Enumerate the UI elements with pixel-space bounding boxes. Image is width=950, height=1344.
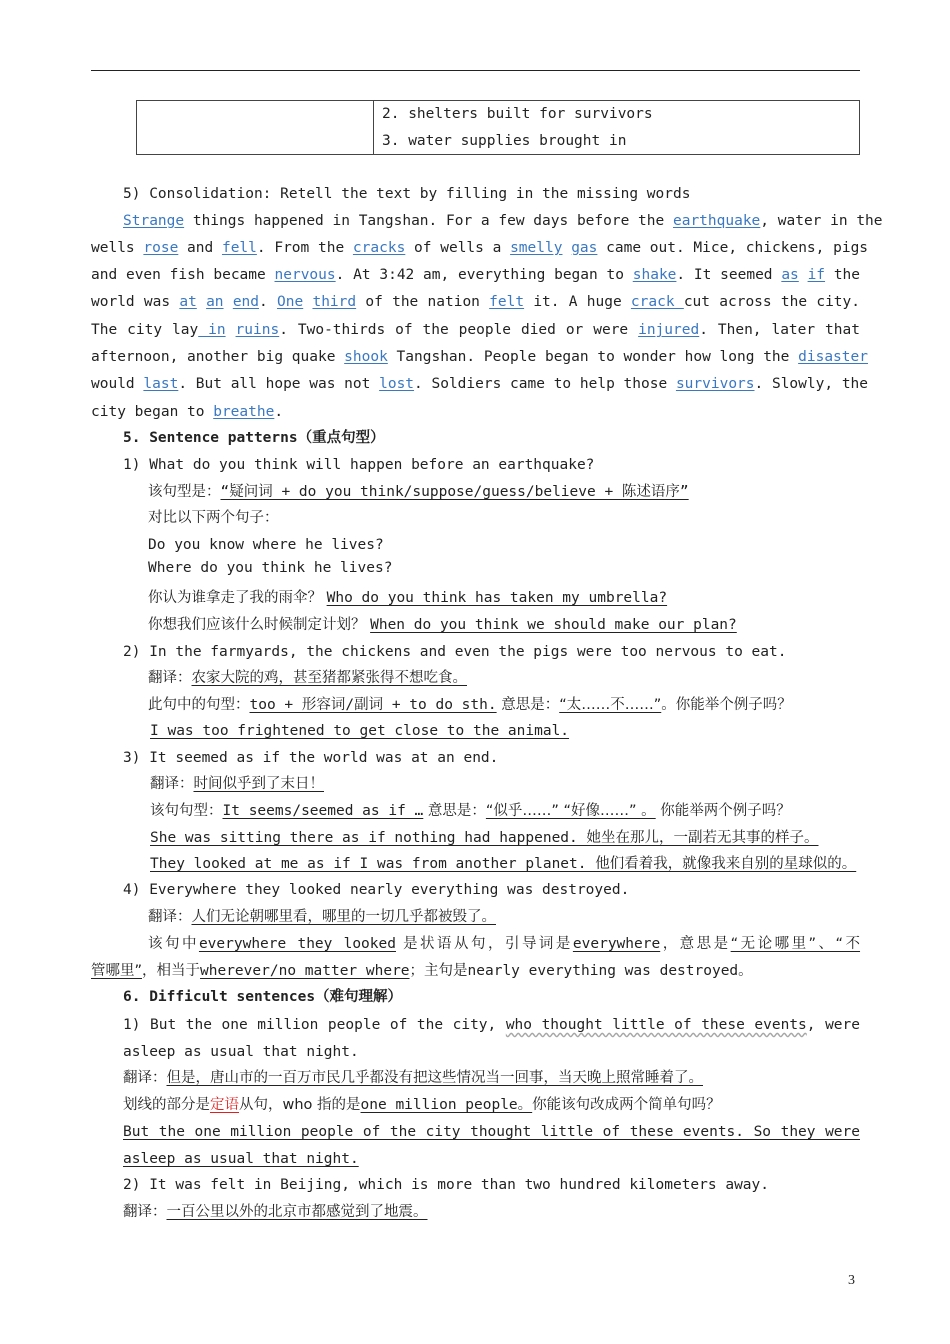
blank-answer: disaster <box>798 349 868 365</box>
pattern-line: 该句句型：It seems/seemed as if … 意思是：“似乎……” “好像……” 。 你能举两个例子吗？ <box>150 803 791 819</box>
retell-line: Strange things happened in Tangshan. For a few days before the earthquake, water in the <box>123 213 883 229</box>
blank-answer: nervous <box>274 267 336 283</box>
example-pair: 你想我们应该什么时候制定计划？ When do you think we should make our plan? <box>148 617 737 633</box>
retell-line: The city lay in ruins. Two-thirds of the people died or were injured. Then, later that <box>91 322 860 338</box>
answer-line: But the one million people of the city thought little of these events. So they were <box>123 1124 860 1140</box>
example-answer: They looked at me as if I was from another planet. 他们看着我，就像我来自别的星球似的。 <box>150 856 857 872</box>
blank-answer: felt <box>489 294 525 310</box>
blank-answer: survivors <box>675 376 755 392</box>
note-line: 划线的部分是定语从句，who 指的是one million people。你能该句改成两个简单句吗？ <box>123 1097 721 1113</box>
blank-answer: at <box>179 294 197 310</box>
section-heading: 6. Difficult sentences（难句理解） <box>123 989 403 1005</box>
question: 1) What do you think will happen before an earthquake? <box>123 457 595 473</box>
question: 4) Everywhere they looked nearly everything was destroyed. <box>123 882 630 898</box>
table-empty-cell <box>137 101 374 155</box>
blank-answer: in <box>198 322 226 338</box>
example-pair: 你认为谁拿走了我的雨伞？ Who do you think has taken my umbrella? <box>148 590 668 606</box>
blank-answer: an <box>206 294 224 310</box>
question: 3) It seemed as if the world was at an end. <box>123 750 499 766</box>
table-row: 3. water supplies brought in <box>382 133 627 149</box>
answer-table <box>136 100 860 155</box>
blank-answer: One <box>277 294 304 310</box>
retell-line: would last. But all hope was not lost. Soldiers came to help those survivors. Slowly, the <box>91 376 869 392</box>
blank-answer: if <box>807 267 826 283</box>
retell-line: city began to breathe. <box>91 404 284 420</box>
retell-line: wells rose and fell. From the cracks of wells a smelly gas came out. Mice, chickens, pigs <box>91 240 869 256</box>
blank-answer: shake <box>632 267 677 283</box>
translation: 翻译：时间似乎到了末日！ <box>150 776 324 792</box>
blank-answer: crack <box>630 294 684 310</box>
blank-answer: rose <box>143 240 179 256</box>
section-heading: 5. Sentence patterns（重点句型） <box>123 430 385 446</box>
note-line: 管哪里”，相当于wherever/no matter where；主句是nearly everything was destroyed。 <box>91 963 753 979</box>
translation: 翻译：一百公里以外的北京市都感觉到了地震。 <box>123 1204 428 1220</box>
pattern-line: 此句中的句型：too + 形容词/副词 + to do sth. 意思是：“太……不……”。你能举个例子吗？ <box>148 697 792 713</box>
blank-answer: gas <box>571 240 598 256</box>
blank-answer: Strange <box>123 213 185 229</box>
difficult-sentence: 1) But the one million people of the city, who thought little of these events, were <box>123 1017 860 1033</box>
pattern-line: 该句型是：“疑问词 + do you think/suppose/guess/believe + 陈述语序” <box>148 484 689 500</box>
translation: 翻译：但是，唐山市的一百万市民几乎都没有把这些情况当一回事，当天晚上照常睡着了。 <box>123 1070 703 1086</box>
blank-answer: breathe <box>213 404 275 420</box>
blank-answer: as <box>781 267 799 283</box>
answer-line: asleep as usual that night. <box>123 1151 359 1167</box>
blank-answer: third <box>312 294 357 310</box>
translation: 翻译：农家大院的鸡，甚至猪都紧张得不想吃食。 <box>148 670 467 686</box>
blank-answer: cracks <box>352 240 406 256</box>
example-sentence: Do you know where he lives? <box>148 537 384 553</box>
retell-line: afternoon, another big quake shook Tangshan. People began to wonder how long the disaster <box>91 349 868 365</box>
header-rule <box>91 70 860 71</box>
blank-answer: earthquake <box>672 213 761 229</box>
retell-line: world was at an end. One third of the nation felt it. A huge crack cut across the city. <box>91 294 860 310</box>
difficult-sentence: 2) It was felt in Beijing, which is more than two hundred kilometers away. <box>123 1177 770 1193</box>
note-line: 该句中everywhere they looked 是状语从句，引导词是everywhere，意思是“无论哪里”、“不 <box>148 936 861 952</box>
blank-answer: injured <box>638 322 700 338</box>
blank-answer: shook <box>344 349 388 365</box>
page-number: 3 <box>848 1273 855 1288</box>
blank-answer: smelly <box>510 240 563 256</box>
blank-answer: end <box>232 294 260 310</box>
table-row: 2. shelters built for survivors <box>374 101 859 128</box>
question: 2) In the farmyards, the chickens and even the pigs were too nervous to eat. <box>123 644 787 660</box>
blank-answer: lost <box>379 376 415 392</box>
table-answer-cell <box>374 101 860 155</box>
blank-answer: ruins <box>235 322 280 338</box>
consolidation-heading: 5) Consolidation: Retell the text by filling in the missing words <box>123 186 691 202</box>
example-answer: She was sitting there as if nothing had happened. 她坐在那儿，一副若无其事的样子。 <box>150 830 819 846</box>
blank-answer: last <box>143 376 179 392</box>
example-answer: I was too frightened to get close to the animal. <box>150 723 570 739</box>
blank-answer: fell <box>221 240 257 256</box>
retell-line: and even fish became nervous. At 3:42 am, everything began to shake. It seemed as if the <box>91 267 861 283</box>
translation: 翻译：人们无论朝哪里看，哪里的一切几乎都被毁了。 <box>148 909 496 925</box>
difficult-sentence: asleep as usual that night. <box>123 1044 359 1060</box>
compare-label: 对比以下两个句子： <box>148 510 279 526</box>
highlighted-term: 定语 <box>210 1097 239 1113</box>
example-sentence: Where do you think he lives? <box>148 560 393 576</box>
